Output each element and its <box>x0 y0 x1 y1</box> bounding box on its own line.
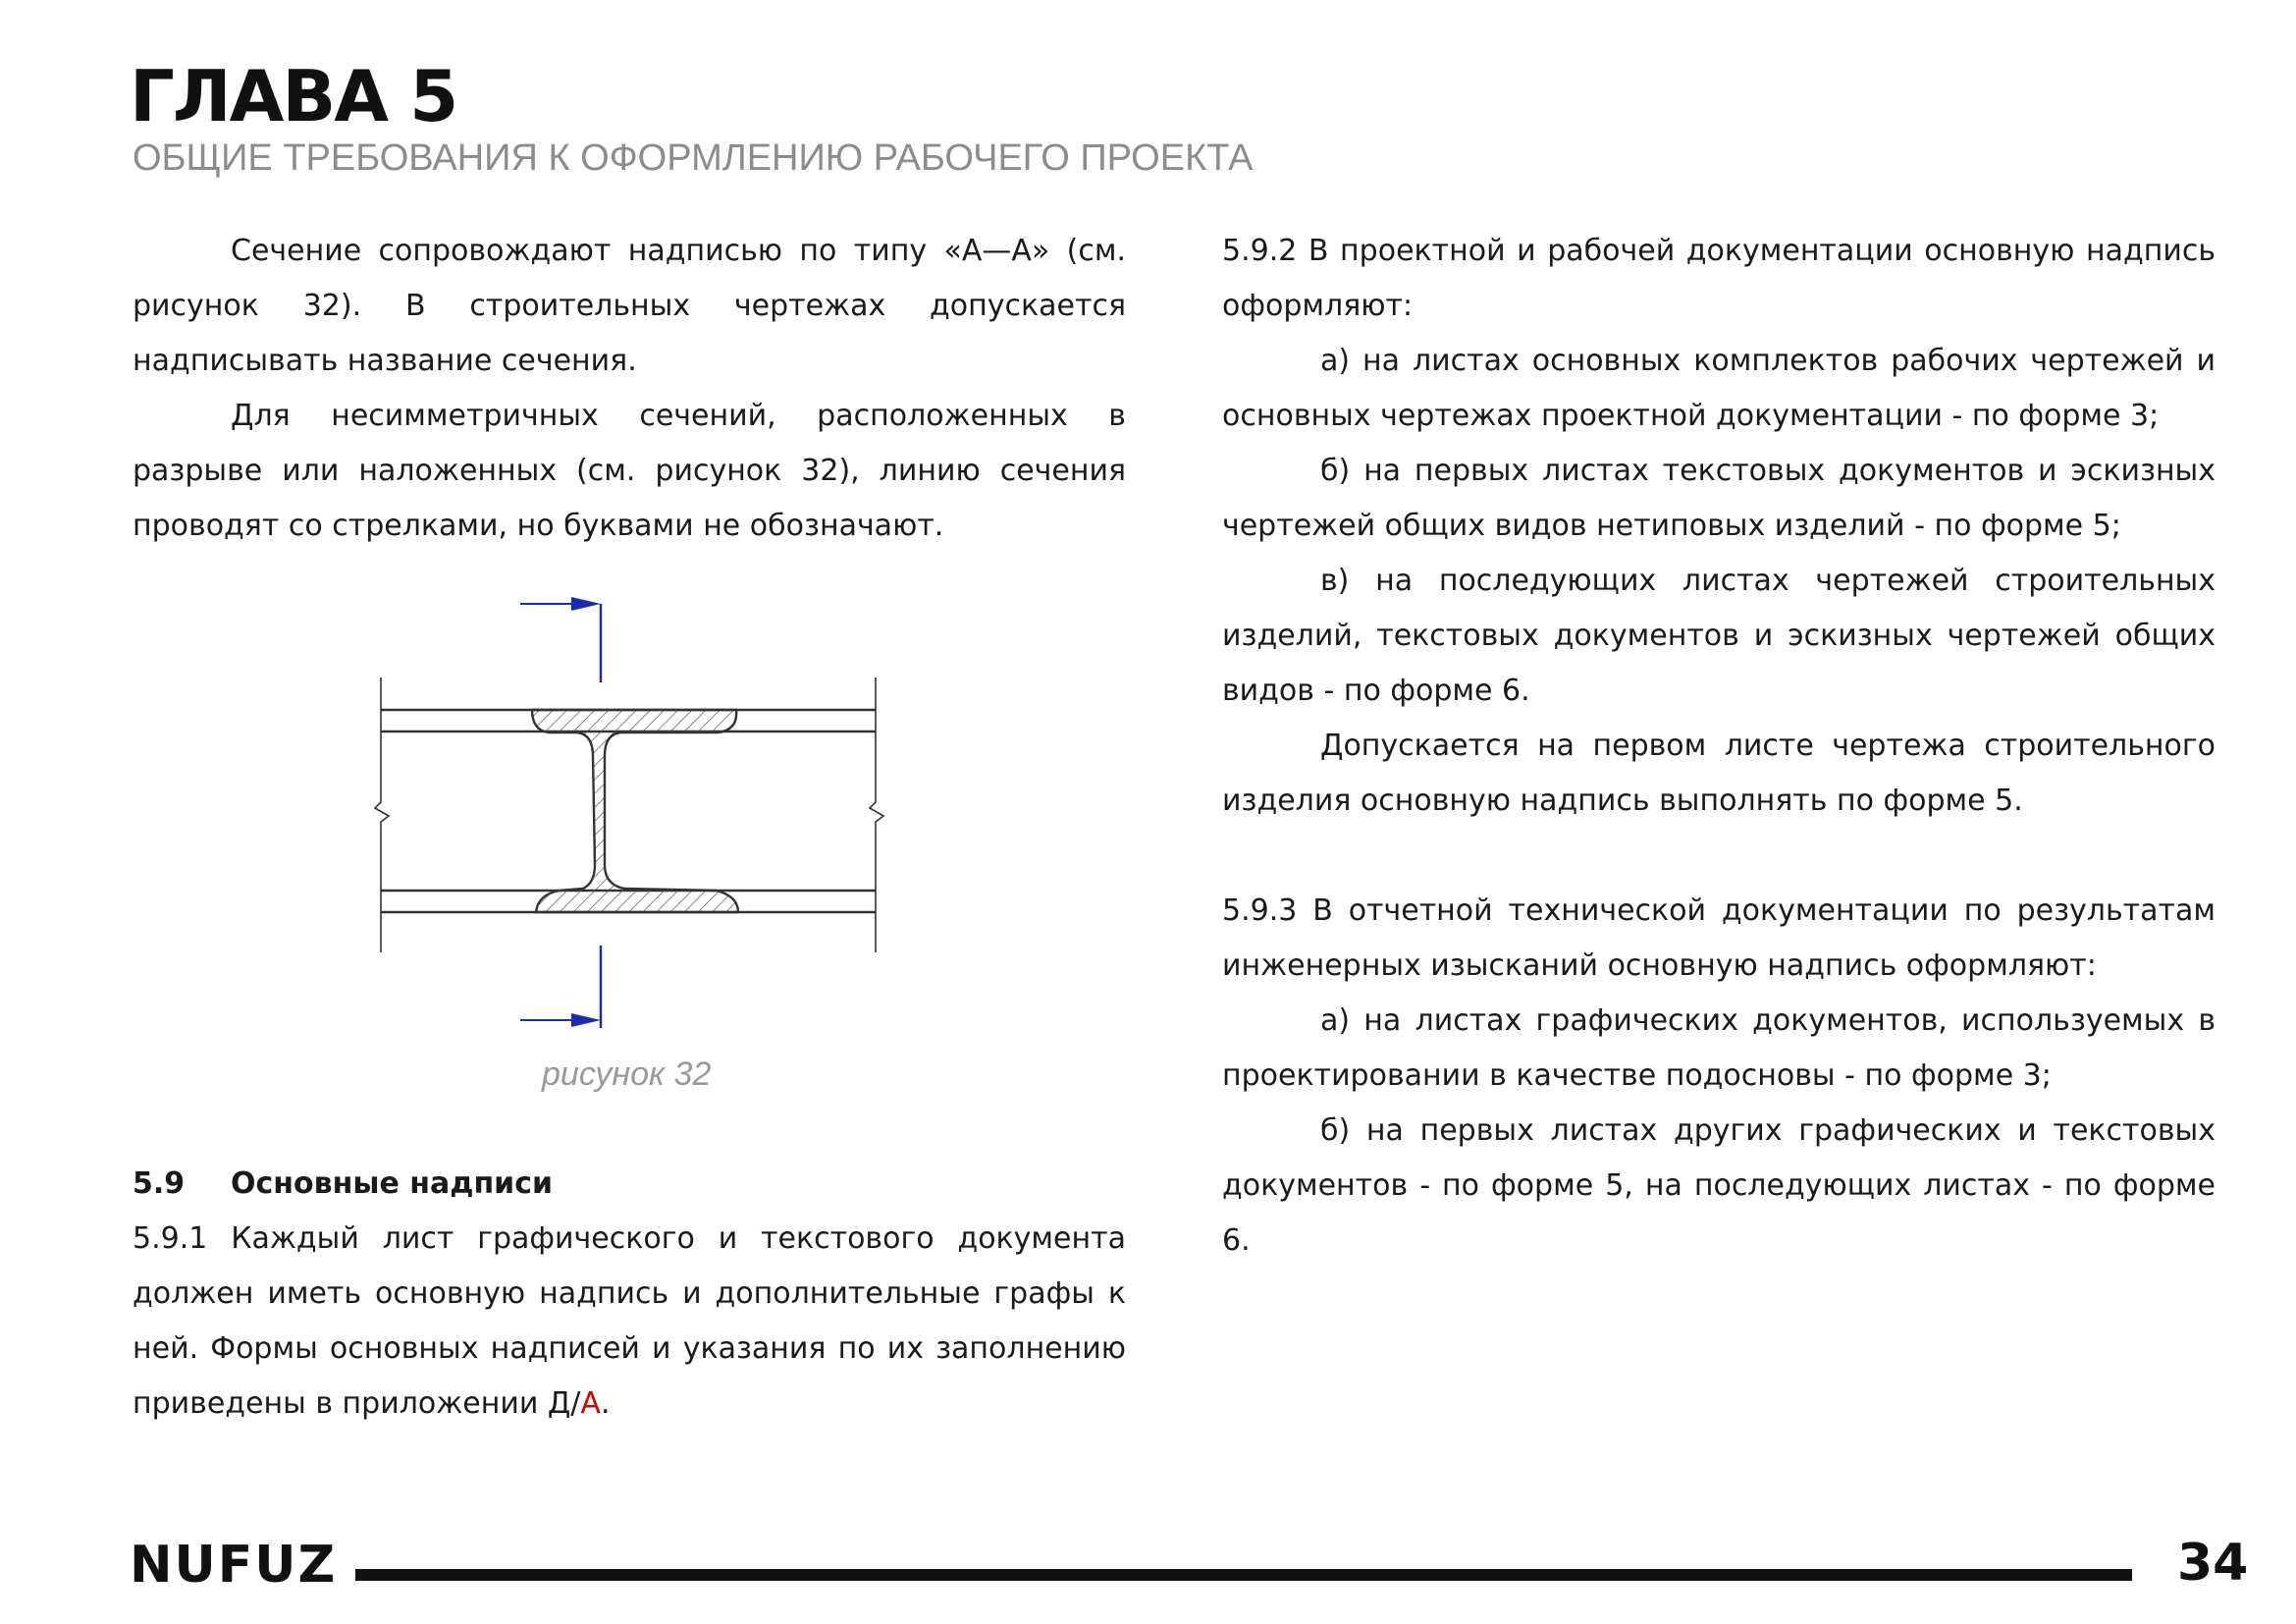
paragraph-592: 5.9.2 В проектной и рабочей документации основную надпись оформляют: <box>1222 234 2216 323</box>
i-beam-profile <box>532 710 738 912</box>
paragraph-section-label: Сечение сопровождают надписью по типу «А—А» (см. рисунок 32). В строительных чертежах допускается надписывать название сечения. <box>133 234 1126 378</box>
paragraph-asymmetric-sections: Для несимметричных сечений, расположенных в разрыве или наложенных (см. рисунок 32), линию сечения проводят со стрелками, но буквами не обозначают. <box>133 399 1126 543</box>
appendix-link[interactable]: А <box>580 1386 601 1421</box>
chapter-subtitle: ОБЩИЕ ТРЕБОВАНИЯ К ОФОРМЛЕНИЮ РАБОЧЕГО ПРОЕКТА <box>133 137 1254 179</box>
section-number: 5.9 <box>133 1166 186 1201</box>
slab-lines <box>381 710 876 912</box>
figure-caption: рисунок 32 <box>542 1056 712 1093</box>
footer-logo: NUFUZ <box>130 1536 338 1595</box>
paragraph-592-note: Допускается на первом листе чертежа строительного изделия основную надпись выполнять по форме 5. <box>1222 729 2216 818</box>
left-column-bottom <box>133 1157 1126 1432</box>
list-item-593-b: б) на первых листах других графических и текстовых документов - по форме 5, на последующих листах - по форме 6. <box>1222 1113 2216 1258</box>
right-column <box>1222 224 2216 1269</box>
section-title: Основные надписи <box>231 1166 554 1201</box>
figure-32 <box>373 584 903 1105</box>
paragraph-591-end: . <box>600 1386 611 1421</box>
chapter-title: ГЛАВА 5 <box>130 55 457 137</box>
i-beam-section-drawing <box>373 584 903 1105</box>
list-item-592-a: а) на листах основных комплектов рабочих чертежей и основных чертежах проектной документации - по форме 3; <box>1222 344 2216 433</box>
footer-divider <box>355 1569 2132 1581</box>
list-item-593-a: а) на листах графических документов, используемых в проектировании в качестве подосновы - по форме 3; <box>1222 1003 2216 1093</box>
list-item-592-b: б) на первых листах текстовых документов и эскизных чертежей общих видов нетиповых изделий - по форме 5; <box>1222 454 2216 543</box>
list-item-592-c: в) на последующих листах чертежей строительных изделий, текстовых документов и эскизных чертежей общих видов - по форме 6. <box>1222 564 2216 708</box>
page-number: 34 <box>2177 1534 2249 1593</box>
section-heading <box>133 1157 1126 1212</box>
section-arrow-top <box>520 597 601 682</box>
paragraph-591 <box>133 1212 1126 1432</box>
section-arrow-bottom <box>520 946 601 1028</box>
paragraph-591-text: 5.9.1 Каждый лист графического и текстового документа должен иметь основную надпись и дополнительные графы к ней. Формы основных надписей и указания по их заполнению приведены в приложении Д/ <box>133 1221 1126 1421</box>
paragraph-593: 5.9.3 В отчетной технической документации по результатам инженерных изысканий основную надпись оформляют: <box>1222 893 2216 983</box>
left-column-top <box>133 224 1126 554</box>
